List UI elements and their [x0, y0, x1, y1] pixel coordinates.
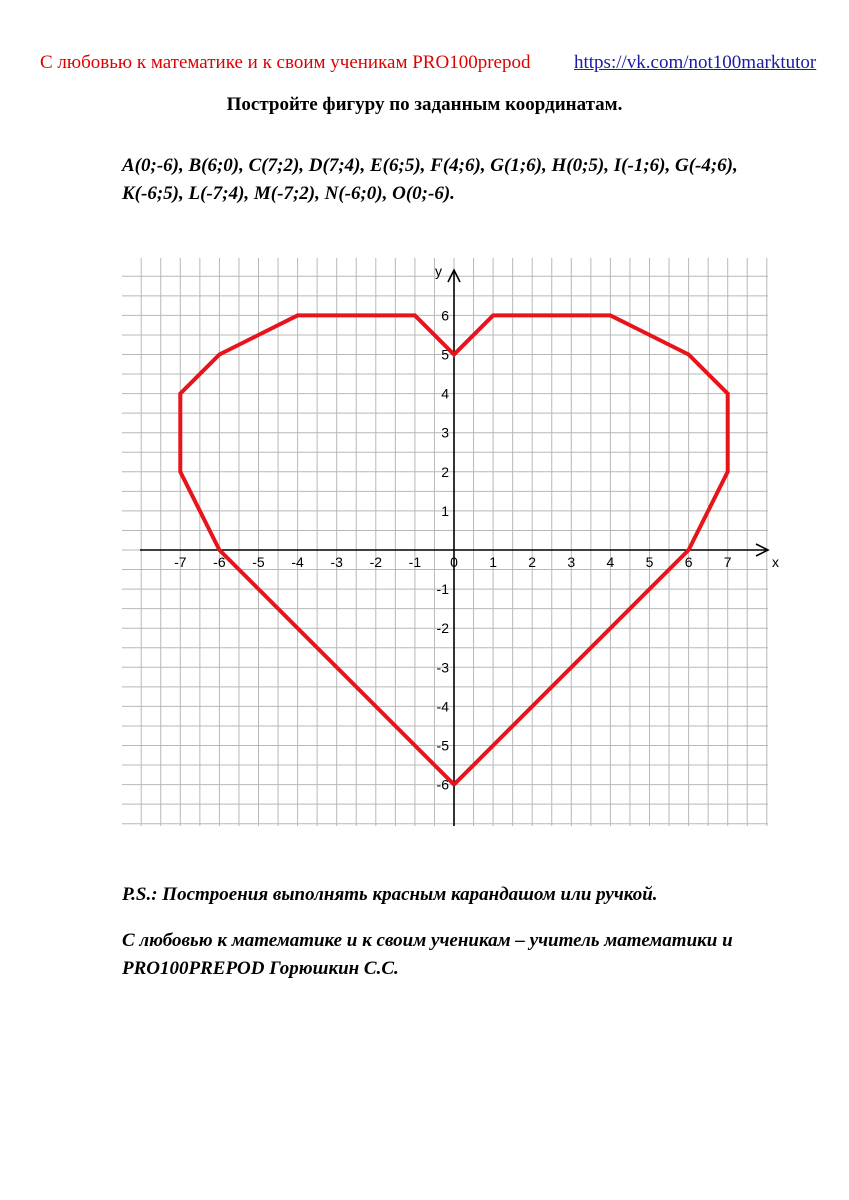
- ps-note: P.S.: Построения выполнять красным карандашом или ручкой.: [122, 884, 658, 905]
- x-tick-label: -3: [330, 554, 343, 570]
- heart-vertex-G: [492, 314, 494, 316]
- x-tick-label: 6: [684, 554, 693, 570]
- y-axis-label: y: [435, 263, 442, 279]
- heart-vertex-N: [218, 549, 220, 551]
- heart-vertex-C: [727, 471, 729, 473]
- x-tick-label: -5: [252, 554, 265, 570]
- x-tick-label: -6: [213, 554, 226, 570]
- y-tick-label: -5: [436, 737, 449, 754]
- x-tick-label: -4: [291, 554, 304, 570]
- x-tick-label: 1: [489, 554, 497, 570]
- y-tick-label: 3: [441, 424, 449, 441]
- y-tick-label: 1: [441, 502, 449, 519]
- x-tick-label: -1: [408, 554, 422, 570]
- heart-vertex-I: [414, 314, 416, 316]
- x-tick-label: 5: [645, 554, 654, 570]
- x-tick-label: -2: [369, 554, 383, 570]
- header-text: С любовью к математике и к своим ученикам PRO100prepod: [40, 52, 531, 73]
- page-title: Постройте фигуру по заданным координатам.: [226, 94, 623, 115]
- heart-vertex-F: [609, 314, 611, 316]
- y-tick-label: 6: [441, 307, 449, 324]
- heart-vertex-M: [179, 471, 181, 473]
- y-tick-label: -1: [436, 581, 449, 598]
- x-tick-label: 3: [567, 554, 576, 570]
- y-tick-label: -4: [436, 698, 449, 715]
- x-tick-label: 4: [606, 554, 615, 570]
- x-tick-label: 7: [723, 554, 732, 570]
- heart-vertex-E: [687, 353, 689, 355]
- y-tick-label: -2: [436, 620, 449, 637]
- signature-line-1: С любовью к математике и к своим ученикам – учитель математики и: [122, 930, 733, 951]
- x-axis-label: x: [772, 554, 779, 570]
- y-tick-label: -3: [436, 659, 449, 676]
- heart-vertex-B: [687, 549, 689, 551]
- coordinates-line-2: K(-6;5), L(-7;4), M(-7;2), N(-6;0), O(0;-6).: [122, 183, 455, 204]
- heart-vertex-G: [296, 314, 298, 316]
- heart-vertex-O: [453, 783, 455, 785]
- y-tick-label: 2: [441, 463, 449, 480]
- x-tick-label: 0: [450, 554, 458, 570]
- signature: [122, 927, 802, 983]
- y-tick-label: 5: [441, 346, 449, 363]
- x-tick-label: 2: [528, 554, 537, 570]
- x-tick-label: -7: [174, 554, 187, 570]
- vk-link[interactable]: https://vk.com/not100marktutor: [574, 52, 817, 73]
- heart-vertex-L: [179, 392, 181, 394]
- heart-vertex-D: [727, 392, 729, 394]
- y-tick-label: -6: [436, 776, 449, 793]
- heart-vertex-K: [218, 353, 220, 355]
- heart-vertex-H: [453, 353, 455, 355]
- y-tick-label: 4: [441, 385, 449, 402]
- signature-line-2: PRO100PREPOD Горюшкин С.С.: [122, 958, 399, 979]
- coordinates-line-1: A(0;-6), B(6;0), C(7;2), D(7;4), E(6;5), F(4;6), G(1;6), H(0;5), I(-1;6), G(-4;6),: [122, 155, 738, 176]
